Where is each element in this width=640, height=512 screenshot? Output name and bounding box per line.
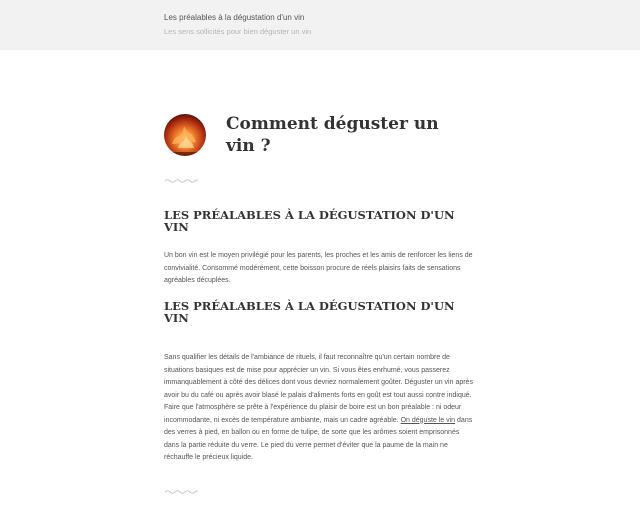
site-description: Les sens sollicités pour bien déguster un vin bbox=[164, 27, 312, 36]
section-2-paragraph-1: Sans qualifier les détails de l'ambiance de rituels, il faut reconnaître qu'un certain nombre de situations basiques est de mise pour apprécier un vin. Si vous êtes enrhumé, vous passerez immanquablement à côté des délices dont vous devriez normalement goûter. Déguster un vin après avoir bu du café ou après avoir blasé le palais d'aliments forts en goût est tout aussi contre indiqué. bbox=[164, 354, 473, 399]
site-header bbox=[0, 0, 640, 50]
wave-divider-icon bbox=[164, 178, 198, 184]
post-title: Comment déguster un vin ? bbox=[226, 114, 439, 156]
author-avatar bbox=[164, 114, 206, 156]
section-2-paragraph-2-start: Faire que l'atmosphère se prête à l'expérience du plaisir de boire est un bon préalable : ni odeur incommodante, ni excès de température ambiante, mais un cadre agréable. bbox=[164, 404, 462, 424]
wave-divider-icon bbox=[164, 489, 198, 495]
section-1-paragraph: Un bon vin est le moyen privilégié pour les parents, les proches et les amis de renforcer les liens de convivialité. Consommé modérément, cette boisson procure de réels plaisirs faits de sensations agréables décuplées. bbox=[164, 252, 473, 284]
section-2-body bbox=[164, 352, 476, 465]
on-deguste-le-vin-link[interactable]: On déguste le vin bbox=[400, 416, 456, 424]
section-heading-2: LES PRÉALABLES À LA DÉGUSTATION D'UN VIN bbox=[164, 299, 455, 325]
section-heading-1: LES PRÉALABLES À LA DÉGUSTATION D'UN VIN bbox=[164, 208, 455, 234]
site-title[interactable]: Les préalables à la dégustation d'un vin bbox=[164, 13, 305, 22]
section-2-paragraph-2-end: dans des verres à pied, en ballon ou en forme de tulipe, de sorte que les arômes soient emprisonnés dans la partie réduite du verre. Le pied du verre permet d'éviter que la paume de la main ne réchauffe le précieux liquide. bbox=[164, 416, 473, 461]
fire-image bbox=[164, 114, 206, 156]
